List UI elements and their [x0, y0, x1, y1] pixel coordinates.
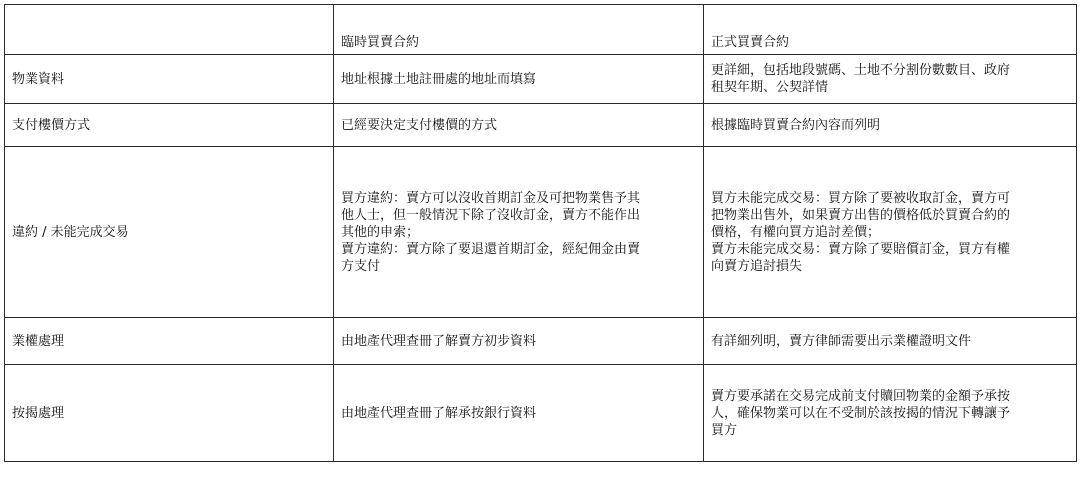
contract-comparison-table: [4, 4, 1077, 462]
row-label: 業權處理: [5, 318, 334, 365]
table-row: [5, 55, 1077, 104]
formal-cell: 根據臨時買賣合約內容而列明: [704, 104, 1077, 147]
formal-cell: 有詳細列明，賣方律師需要出示業權證明文件: [704, 318, 1077, 365]
row-label: 物業資料: [5, 55, 334, 104]
table-row: [5, 318, 1077, 365]
row-label: 按揭處理: [5, 365, 334, 462]
provisional-cell: 由地產代理查冊了解賣方初步資料: [334, 318, 704, 365]
header-cell-formal: 正式買賣合約: [704, 5, 1077, 55]
provisional-cell: 已經要決定支付樓價的方式: [334, 104, 704, 147]
row-label: 支付樓價方式: [5, 104, 334, 147]
formal-cell: 更詳細，包括地段號碼、土地不分割份數數目、政府 租契年期、公契詳情: [704, 55, 1077, 104]
formal-cell: 賣方要承諾在交易完成前支付贖回物業的金額予承按 人，確保物業可以在不受制於該按揭的情況下轉讓予 買方: [704, 365, 1077, 462]
formal-cell: 買方未能完成交易：買方除了要被收取訂金，賣方可 把物業出售外，如果賣方出售的價格低於買賣合約的 價格，有權向買方追討差價； 賣方未能完成交易：賣方除了要賠償訂金，買方有權 向賣方追討損失: [704, 147, 1077, 318]
table-header-row: [5, 5, 1077, 55]
provisional-cell: 地址根據土地註冊處的地址而填寫: [334, 55, 704, 104]
row-label: 違約 / 未能完成交易: [5, 147, 334, 318]
provisional-cell: 由地產代理查冊了解承按銀行資料: [334, 365, 704, 462]
provisional-cell: 買方違約：賣方可以沒收首期訂金及可把物業售予其 他人士，但一般情況下除了沒收訂金，賣方不能作出 其他的申索； 賣方違約：賣方除了要退還首期訂金，經紀佣金由賣 方支付: [334, 147, 704, 318]
table-row: [5, 365, 1077, 462]
header-cell-provisional: 臨時買賣合約: [334, 5, 704, 55]
table-row: [5, 147, 1077, 318]
table-row: [5, 104, 1077, 147]
header-cell-empty: [5, 5, 334, 55]
